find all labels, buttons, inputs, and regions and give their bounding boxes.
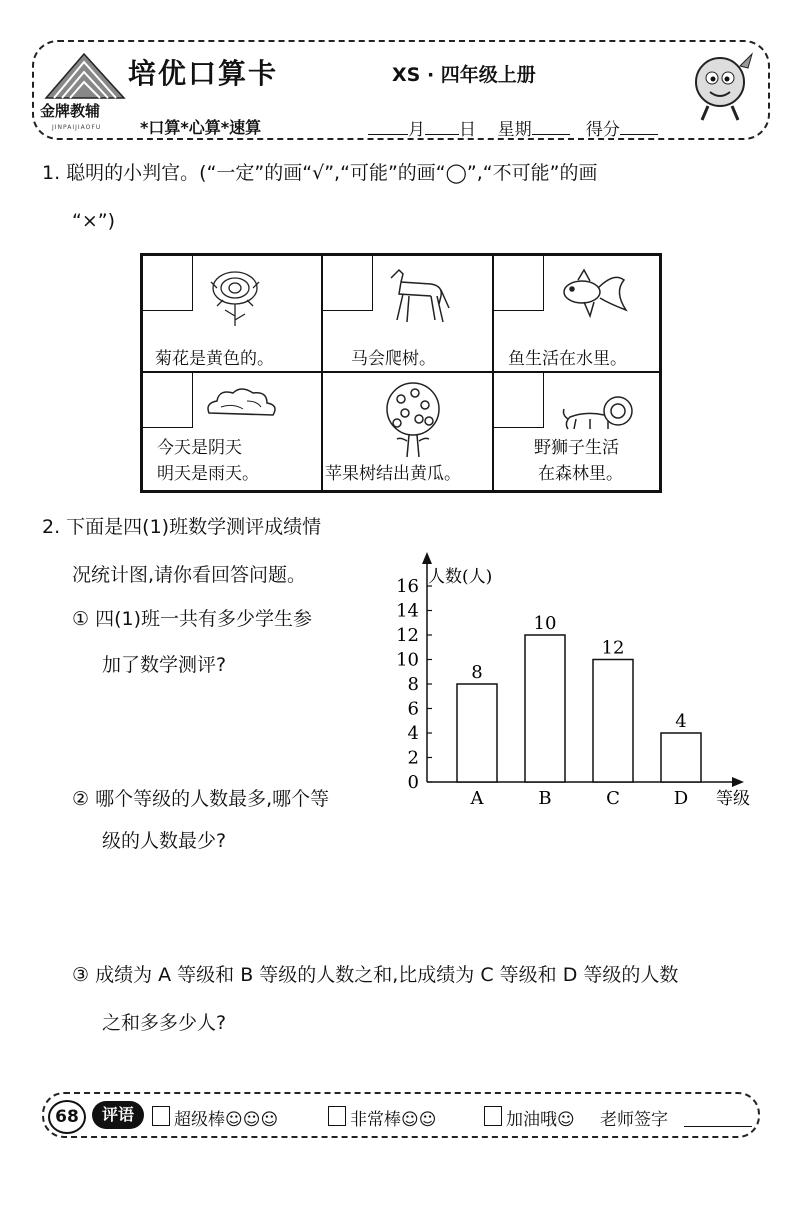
table-cell	[493, 255, 660, 372]
x-category-label: D	[673, 788, 689, 809]
page-number: 68	[48, 1100, 86, 1134]
bar-data-label: 4	[675, 711, 687, 732]
book-logo-icon	[38, 46, 130, 106]
x-category-label: B	[538, 788, 552, 809]
cell-caption: 马会爬树。	[351, 349, 436, 369]
judgement-table	[140, 253, 662, 493]
y-tick-label: 6	[407, 698, 419, 720]
y-axis-arrow	[422, 552, 432, 564]
cell-caption: 野狮子生活	[534, 438, 619, 458]
table-cell	[493, 372, 660, 491]
q2-intro-line1: 2. 下面是四(1)班数学测评成绩情	[42, 516, 322, 538]
date-line	[368, 115, 658, 140]
cell-caption: 菊花是黄色的。	[155, 349, 274, 369]
cell-caption-line2: 明天是雨天。	[157, 464, 259, 484]
y-tick-label: 12	[396, 625, 419, 646]
brand-subtext: JINPAIJIAOFU	[52, 124, 102, 131]
bar-data-label: 12	[601, 637, 625, 659]
score-bar-chart	[360, 550, 780, 820]
cloud-icon	[203, 383, 283, 423]
table-cell	[322, 372, 493, 491]
skills-label: *口算*心算*速算	[140, 118, 262, 137]
q2-sub1-line1: ① 四(1)班一共有多少学生参	[72, 608, 312, 630]
answer-box[interactable]	[323, 256, 373, 311]
answer-box[interactable]	[143, 256, 193, 311]
y-tick-label: 0	[407, 772, 419, 793]
x-axis-arrow	[732, 777, 744, 787]
very-good-checkbox[interactable]	[328, 1106, 346, 1126]
q2-sub3-line2: 之和多多少人?	[102, 1012, 227, 1034]
goldfish-icon	[554, 266, 634, 330]
q2-sub2-line1: ② 哪个等级的人数最多,哪个等	[72, 788, 330, 810]
y-tick-label: 10	[396, 649, 419, 671]
page-title: 培优口算卡	[128, 57, 279, 90]
mascot-icon	[680, 46, 762, 126]
y-tick-label: 2	[407, 747, 419, 769]
bar-D	[661, 733, 701, 782]
y-axis-label: 人数(人)	[428, 567, 493, 587]
x-category-label: C	[606, 788, 620, 809]
very-good-label: 非常棒☺☺	[350, 1110, 437, 1130]
q1-instruction-line1: 1. 聪明的小判官。(“一定”的画“√”,“可能”的画“◯”,“不可能”的画	[42, 162, 598, 184]
bar-A	[457, 684, 497, 782]
horse-icon	[381, 264, 451, 328]
bar-B	[525, 635, 565, 782]
score-label: 得分	[585, 120, 620, 140]
table-cell	[142, 255, 322, 372]
lion-icon	[560, 393, 636, 433]
week-label: 星期	[497, 120, 532, 140]
bar-C	[593, 660, 633, 783]
q2-sub3-line1: ③ 成绩为 A 等级和 B 等级的人数之和,比成绩为 C 等级和 D 等级的人数	[72, 964, 679, 986]
x-category-label: A	[470, 788, 484, 809]
cell-caption: 苹果树结出黄瓜。	[325, 464, 461, 484]
super-label: 超级棒☺☺☺	[174, 1110, 279, 1130]
keep-going-checkbox[interactable]	[484, 1106, 502, 1126]
answer-box[interactable]	[494, 256, 544, 311]
month-label: 月	[408, 120, 425, 140]
signature-line	[684, 1126, 752, 1127]
y-tick-label: 16	[396, 576, 419, 597]
brand-name: 金牌教辅	[40, 102, 101, 120]
apple-tree-icon	[383, 379, 443, 459]
bar-data-label: 10	[533, 613, 557, 634]
table-cell	[142, 372, 322, 491]
y-tick-label: 8	[407, 674, 419, 695]
grade-label: XS · 四年级上册	[392, 64, 536, 86]
answer-box[interactable]	[494, 373, 544, 428]
bar-data-label: 8	[471, 662, 483, 683]
y-tick-label: 4	[407, 723, 419, 744]
cell-caption: 鱼生活在水里。	[508, 349, 627, 369]
teacher-sign-label: 老师签字	[600, 1110, 668, 1130]
chrysanthemum-icon	[203, 266, 267, 328]
cell-caption: 今天是阴天	[157, 438, 242, 458]
q2-sub2-line2: 级的人数最少?	[102, 830, 227, 852]
table-cell	[322, 255, 493, 372]
answer-box[interactable]	[143, 373, 193, 428]
comment-badge: 评语	[92, 1101, 144, 1129]
q1-instruction-line2: “×”)	[72, 210, 116, 232]
keep-going-label: 加油哦☺	[506, 1110, 575, 1130]
day-label: 日	[459, 120, 476, 140]
q2-intro-line2: 况统计图,请你看回答问题。	[72, 564, 307, 586]
q2-sub1-line2: 加了数学测评?	[102, 654, 227, 676]
cell-caption-line2: 在森林里。	[538, 464, 623, 484]
x-axis-label: 等级	[716, 789, 750, 809]
super-checkbox[interactable]	[152, 1106, 170, 1126]
y-tick-label: 14	[396, 600, 419, 622]
